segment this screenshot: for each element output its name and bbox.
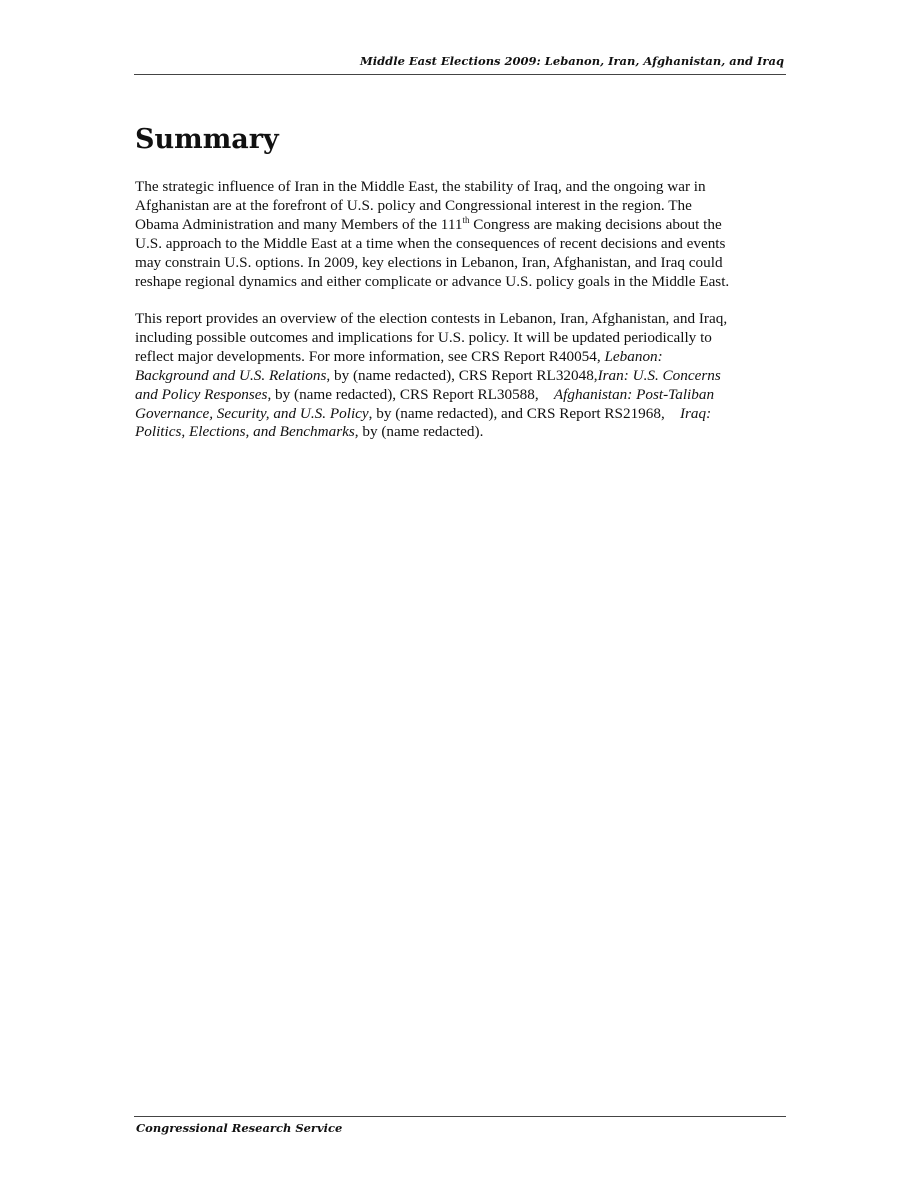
running-footer [134,1116,786,1135]
report-title-afghanistan-cont: Governance, Security, and U.S. Policy [135,404,369,422]
text-line: and Policy Responses, by (name redacted), CRS Report RL30588, Afghanistan: Post-Taliban [135,385,715,403]
report-title-iraq-cont: Politics, Elections, and Benchmarks [135,423,355,441]
running-header [134,54,786,75]
text-line: Obama Administration and many Members of the 111th Congress are making decisions about the [135,214,722,233]
report-title-iran: Iran: U.S. Concerns [597,366,721,384]
report-title-lebanon: Lebanon: [604,347,663,365]
text-line: including possible outcomes and implications for U.S. policy. It will be updated periodically to [135,328,712,346]
text-line: This report provides an overview of the election contests in Lebanon, Iran, Afghanistan, and Iraq, [135,310,728,327]
summary-paragraph-2 [135,310,787,442]
footer-organization: Congressional Research Service [136,1121,343,1135]
report-title-lebanon-cont: Background and U.S. Relations [135,366,327,384]
text-line: Politics, Elections, and Benchmarks, by (name redacted). [135,423,484,441]
summary-paragraph-1 [135,178,787,291]
report-title-iran-cont: and Policy Responses [135,385,268,403]
report-title-afghanistan: Afghanistan: Post-Taliban [553,385,715,403]
text-line: U.S. approach to the Middle East at a time when the consequences of recent decisions and events [135,234,726,252]
text-line: Governance, Security, and U.S. Policy, by (name redacted), and CRS Report RS21968, Iraq: [135,404,712,422]
section-title: Summary [135,124,279,155]
text-line: may constrain U.S. options. In 2009, key elections in Lebanon, Iran, Afghanistan, and Iraq could [135,253,723,271]
report-title-iraq: Iraq: [679,404,712,422]
text-line: reshape regional dynamics and either complicate or advance U.S. policy goals in the Middle East. [135,272,730,290]
text-line: The strategic influence of Iran in the Middle East, the stability of Iraq, and the ongoing war in [135,178,706,195]
text-line: Afghanistan are at the forefront of U.S. policy and Congressional interest in the region. The [135,196,692,214]
ordinal-superscript: th [462,214,470,225]
running-header-title: Middle East Elections 2009: Lebanon, Iran, Afghanistan, and Iraq [360,54,784,68]
text-line: reflect major developments. For more information, see CRS Report R40054, Lebanon: [135,347,663,365]
text-line: Background and U.S. Relations, by (name redacted), CRS Report RL32048,Iran: U.S. Concerns [135,366,721,384]
